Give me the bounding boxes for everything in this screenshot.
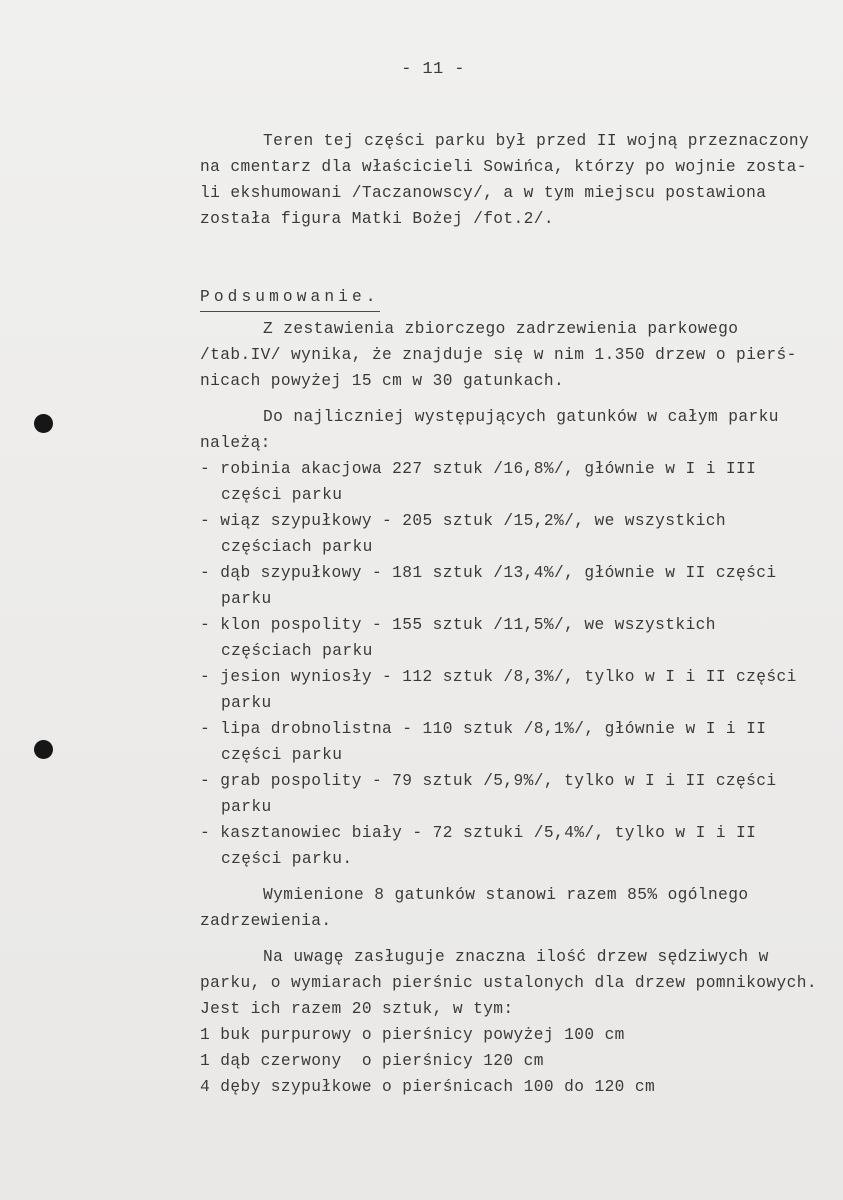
list-item-continuation: częściach parku — [221, 642, 373, 660]
text-line: Jest ich razem 20 sztuk, w tym: — [200, 1000, 514, 1018]
list-item: 1 dąb czerwony o pierśnicy 120 cm — [200, 1052, 544, 1070]
list-item-line: - grab pospolity - 79 sztuk /5,9%/, tylko w I i II części — [200, 772, 777, 790]
list-item-line: - dąb szypułkowy - 181 sztuk /13,4%/, głównie w II części — [200, 564, 777, 582]
list-item-line: - kasztanowiec biały - 72 sztuki /5,4%/, tylko w I i II — [200, 824, 757, 842]
text-line: zadrzewienia. — [200, 912, 332, 930]
text-line: Wymienione 8 gatunków stanowi razem 85% ogólnego — [263, 886, 749, 904]
text-line: należą: — [200, 434, 271, 452]
list-item-continuation: części parku. — [221, 850, 353, 868]
list-item-line: - klon pospolity - 155 sztuk /11,5%/, we wszystkich — [200, 616, 716, 634]
text-line: Teren tej części parku był przed II wojną przeznaczony — [263, 132, 810, 150]
text-line: /tab.IV/ wynika, że znajduje się w nim 1.350 drzew o pierś- — [200, 346, 797, 364]
text-line: li ekshumowani /Taczanowscy/, a w tym miejscu postawiona — [200, 184, 767, 202]
list-item-line: - jesion wyniosły - 112 sztuk /8,3%/, tylko w I i II części — [200, 668, 797, 686]
section-heading: Podsumowanie. — [200, 284, 380, 312]
list-item-line: - wiąz szypułkowy - 205 sztuk /15,2%/, we wszystkich — [200, 512, 726, 530]
text-line: na cmentarz dla właścicieli Sowińca, którzy po wojnie zosta- — [200, 158, 807, 176]
list-item-line: - robinia akacjowa 227 sztuk /16,8%/, głównie w I i III — [200, 460, 757, 478]
list-item-line: - lipa drobnolistna - 110 sztuk /8,1%/, głównie w I i II — [200, 720, 767, 738]
punch-hole — [34, 740, 53, 759]
text-line: Z zestawienia zbiorczego zadrzewienia parkowego — [263, 320, 739, 338]
list-item-continuation: parku — [221, 590, 272, 608]
list-item-continuation: części parku — [221, 746, 343, 764]
text-line: parku, o wymiarach pierśnic ustalonych dla drzew pomnikowych. — [200, 974, 817, 992]
list-item: 1 buk purpurowy o pierśnicy powyżej 100 cm — [200, 1026, 625, 1044]
text-line: nicach powyżej 15 cm w 30 gatunkach. — [200, 372, 565, 390]
list-item: 4 dęby szypułkowe o pierśnicach 100 do 120 cm — [200, 1078, 656, 1096]
list-item-continuation: parku — [221, 798, 272, 816]
text-line: Na uwagę zasługuje znaczna ilość drzew sędziwych w — [263, 948, 769, 966]
punch-hole — [34, 414, 53, 433]
list-item-continuation: części parku — [221, 486, 343, 504]
text-line: została figura Matki Bożej /fot.2/. — [200, 210, 554, 228]
list-item-continuation: parku — [221, 694, 272, 712]
page-number: - 11 - — [401, 60, 465, 79]
text-line: Do najliczniej występujących gatunków w całym parku — [263, 408, 779, 426]
list-item-continuation: częściach parku — [221, 538, 373, 556]
